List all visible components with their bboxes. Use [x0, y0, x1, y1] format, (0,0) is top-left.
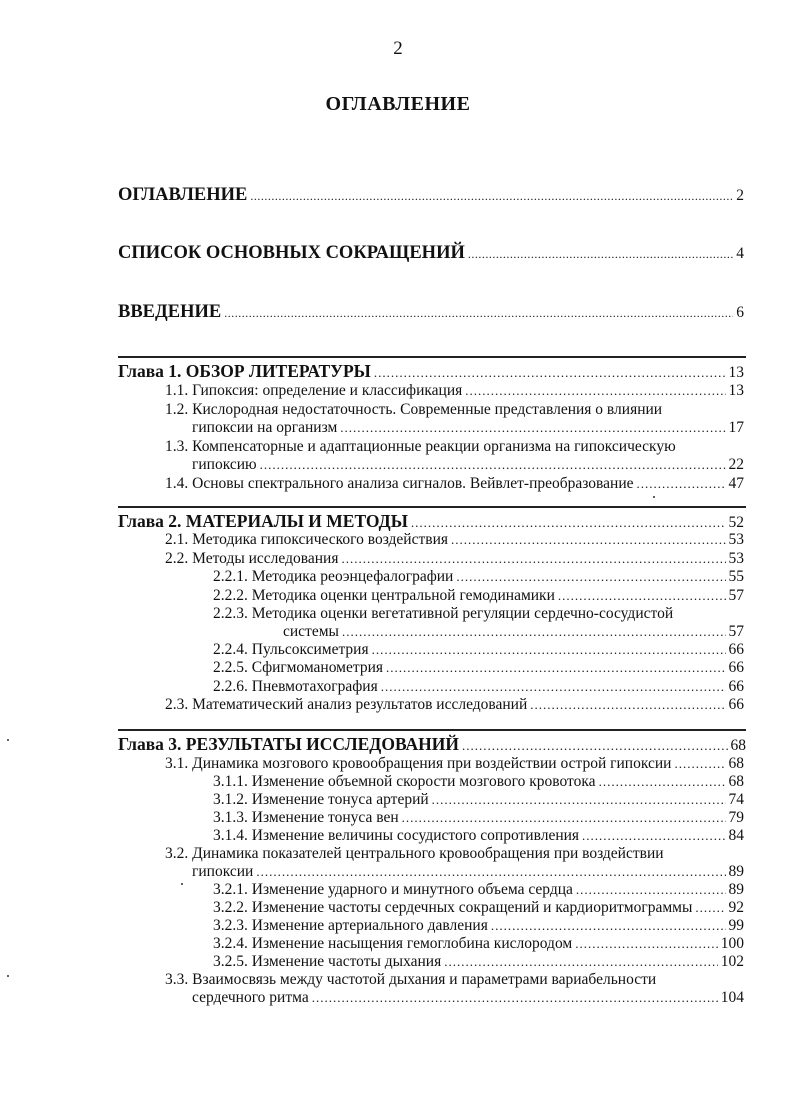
toc-entry-label: Глава 1. ОБЗОР ЛИТЕРАТУРЫ — [118, 361, 371, 381]
toc-entry-label[interactable]: 3.3. Взаимосвязь между частотой дыхания и параметрами вариабельности — [165, 971, 657, 988]
dot-leader — [250, 184, 733, 208]
toc-entry-label-cont: гипоксии — [192, 863, 254, 880]
toc-entry[interactable] — [0, 455, 796, 475]
dot-leader — [341, 549, 725, 569]
toc-entry-label: Глава 2. МАТЕРИАЛЫ И МЕТОДЫ — [118, 511, 408, 531]
toc-entry-label[interactable]: 1.2. Кислородная недостаточность. Современные представления о влиянии — [165, 401, 663, 418]
dot-leader — [491, 916, 726, 936]
dot-leader — [575, 934, 718, 954]
toc-entry[interactable] — [0, 988, 796, 1008]
toc-entry[interactable] — [0, 530, 796, 550]
toc-entry-label[interactable]: 2.2.3. Методика оценки вегетативной регуляции сердечно-сосудистой — [213, 605, 674, 622]
toc-entry-page: 47 — [728, 475, 744, 492]
dot-leader — [340, 418, 725, 438]
toc-entry-page: 100 — [720, 935, 744, 952]
toc-entry[interactable] — [0, 381, 796, 401]
toc-entry-page: 66 — [728, 641, 744, 658]
toc-entry-page: 55 — [728, 568, 744, 585]
dot-leader — [582, 826, 725, 846]
dot-leader — [599, 772, 726, 792]
page-title: ОГЛАВЛЕНИЕ — [325, 93, 471, 115]
dot-leader — [260, 455, 726, 475]
toc-entry-label[interactable]: 3.2. Динамика показателей центрального кровообращения при воздействии — [165, 845, 664, 862]
toc-entry-label-cont: гипоксию — [192, 456, 257, 473]
toc-entry-page: 84 — [728, 827, 744, 844]
toc-entry-label: 2.2.4. Пульсоксиметрия — [213, 641, 369, 658]
toc-entry-label: 2.2. Методы исследования — [165, 550, 339, 567]
toc-entry[interactable] — [0, 567, 796, 587]
toc-entry-label: 2.3. Математический анализ результатов исследований — [165, 696, 528, 713]
toc-entry-label: 3.2.5. Изменение частоты дыхания — [213, 953, 442, 970]
toc-entry-page: 2 — [736, 187, 744, 204]
dot-leader — [530, 695, 725, 715]
dot-leader — [386, 658, 725, 678]
toc-entry-label: 1.4. Основы спектрального анализа сигналов. Вейвлет-преобразование — [165, 475, 634, 492]
toc-entry[interactable] — [0, 898, 796, 918]
toc-entry[interactable] — [0, 622, 796, 642]
section-divider — [118, 356, 746, 358]
toc-entry[interactable] — [0, 474, 796, 494]
dot-leader — [456, 567, 725, 587]
toc-entry-page: 13 — [728, 364, 744, 381]
toc-entry[interactable] — [0, 808, 796, 828]
toc-entry-label: 3.2.1. Изменение ударного и минутного объема сердца — [213, 881, 573, 898]
toc-entry-page: 68 — [728, 773, 744, 790]
scan-speck — [7, 739, 9, 741]
toc-entry[interactable] — [0, 549, 796, 569]
toc-entry-page: 104 — [720, 989, 744, 1006]
toc-entry-label: Глава 3. РЕЗУЛЬТАТЫ ИССЛЕДОВАНИЙ — [118, 734, 460, 754]
toc-entry-label: 3.1.4. Изменение величины сосудистого сопротивления — [213, 827, 580, 844]
dot-leader — [465, 381, 725, 401]
section-divider — [118, 506, 746, 508]
toc-entry-label: 3.1.3. Изменение тонуса вен — [213, 809, 399, 826]
toc-entry-page: 52 — [728, 514, 744, 531]
toc-entry-label: 3.1.2. Изменение тонуса артерий — [213, 791, 429, 808]
toc-entry[interactable] — [0, 418, 796, 438]
dot-leader — [381, 677, 726, 697]
dot-leader — [674, 754, 725, 774]
toc-entry-label: 2.2.1. Методика реоэнцефалографии — [213, 568, 454, 585]
toc-entry-label: 2.1. Методика гипоксического воздействия — [165, 531, 448, 548]
dot-leader — [451, 530, 726, 550]
toc-entry-label-cont: сердечного ритма — [192, 989, 309, 1006]
toc-entry-page: 6 — [736, 304, 744, 321]
toc-entry-label-cont: гипоксии на организм — [192, 419, 338, 436]
toc-entry-label-cont: системы — [283, 623, 339, 640]
toc-entry-label: 1.1. Гипоксия: определение и классификация — [165, 382, 463, 399]
section-divider — [118, 729, 746, 731]
scan-speck — [181, 883, 183, 885]
toc-entry-label: ОГЛАВЛЕНИЕ — [118, 185, 248, 205]
toc-entry-label: 3.2.2. Изменение частоты сердечных сокращений и кардиоритмограммы — [213, 899, 693, 916]
toc-entry[interactable] — [0, 754, 796, 774]
toc-entry[interactable] — [0, 862, 796, 882]
toc-entry-label: 3.2.3. Изменение артериального давления — [213, 917, 488, 934]
toc-entry-page: 68 — [730, 737, 746, 754]
toc-entry-page: 57 — [728, 587, 744, 604]
toc-entry-label: 3.1.1. Изменение объемной скорости мозгового кровотока — [213, 773, 596, 790]
dot-leader — [312, 988, 718, 1008]
toc-entry-page: 89 — [728, 881, 744, 898]
dot-leader — [372, 640, 726, 660]
toc-entry-label[interactable]: 1.3. Компенсаторные и адаптационные реакции организма на гипоксическую — [165, 438, 676, 455]
toc-entry-page: 66 — [728, 659, 744, 676]
toc-entry-label: ВВЕДЕНИЕ — [118, 302, 222, 322]
toc-entry-page: 22 — [728, 456, 744, 473]
toc-entry-label: СПИСОК ОСНОВНЫХ СОКРАЩЕНИЙ — [118, 243, 465, 263]
toc-entry[interactable] — [0, 934, 796, 954]
toc-entry[interactable] — [0, 916, 796, 936]
toc-entry[interactable] — [0, 658, 796, 678]
toc-entry[interactable] — [0, 790, 796, 810]
toc-entry-label: 2.2.5. Сфигмоманометрия — [213, 659, 384, 676]
dot-leader — [224, 301, 733, 325]
scan-speck — [653, 496, 655, 498]
toc-entry-page: 74 — [728, 791, 744, 808]
page-number: 2 — [393, 38, 403, 59]
toc-entry-contents[interactable] — [0, 183, 796, 207]
toc-chapter-3[interactable] — [0, 733, 796, 755]
dot-leader — [637, 474, 726, 494]
dot-leader — [256, 862, 725, 882]
toc-entry[interactable] — [0, 586, 796, 606]
toc-chapter-2[interactable] — [0, 510, 796, 532]
dot-leader — [576, 880, 726, 900]
toc-entry-page: 57 — [728, 623, 744, 640]
toc-entry-label: 3.2.4. Изменение насыщения гемоглобина кислородом — [213, 935, 573, 952]
toc-entry[interactable] — [0, 677, 796, 697]
toc-entry-abbreviations[interactable] — [0, 241, 796, 265]
toc-entry-page: 13 — [728, 382, 744, 399]
dot-leader — [444, 952, 718, 972]
toc-entry[interactable] — [0, 772, 796, 792]
toc-entry-page: 92 — [728, 899, 744, 916]
toc-entry-label: 3.1. Динамика мозгового кровообращения при воздействии острой гипоксии — [165, 755, 672, 772]
toc-entry-page: 53 — [728, 531, 744, 548]
dot-leader — [468, 242, 733, 266]
dot-leader — [342, 622, 726, 642]
toc-entry-introduction[interactable] — [0, 300, 796, 324]
toc-entry[interactable] — [0, 640, 796, 660]
dot-leader — [695, 898, 725, 918]
toc-entry-page: 66 — [728, 696, 744, 713]
toc-entry-page: 4 — [736, 245, 744, 262]
toc-entry[interactable] — [0, 826, 796, 846]
toc-entry-label: 2.2.6. Пневмотахография — [213, 678, 378, 695]
toc-entry[interactable] — [0, 880, 796, 900]
toc-entry-page: 102 — [720, 953, 744, 970]
toc-entry-page: 68 — [728, 755, 744, 772]
toc-entry-page: 89 — [728, 863, 744, 880]
scan-speck — [7, 975, 9, 977]
toc-entry-label: 2.2.2. Методика оценки центральной гемодинамики — [213, 587, 555, 604]
toc-entry-page: 53 — [728, 550, 744, 567]
toc-entry[interactable] — [0, 695, 796, 715]
toc-chapter-1[interactable] — [0, 360, 796, 382]
dot-leader — [558, 586, 726, 606]
toc-entry-page: 99 — [728, 917, 744, 934]
toc-entry-page: 66 — [728, 678, 744, 695]
toc-entry[interactable] — [0, 952, 796, 972]
toc-entry-page: 17 — [728, 419, 744, 436]
dot-leader — [432, 790, 726, 810]
dot-leader — [402, 808, 726, 828]
toc-entry-page: 79 — [728, 809, 744, 826]
